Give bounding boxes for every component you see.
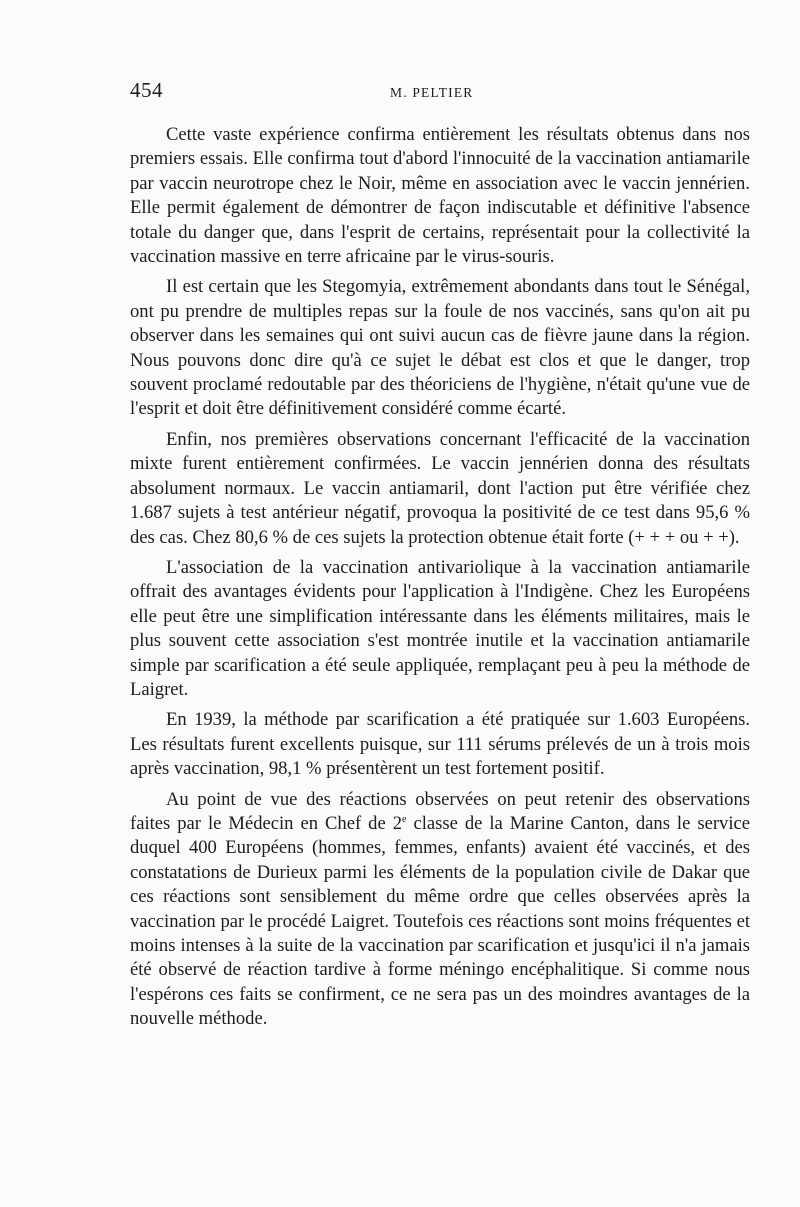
paragraph-1: Cette vaste expérience confirma entièrement les résultats obtenus dans nos premiers essais. Elle confirma tout d'abord l'innocuité de la vaccination antiamarile par vaccin neurotrope chez le Noir, même en association avec le vaccin jennérien. Elle permit également de démontrer de façon indiscutable et définitive l'absence totale du danger que, dans l'esprit de certains, représentait pour la collectivité la vaccination massive en terre africaine par le virus-souris. <box>130 124 750 268</box>
paragraph-6-end: classe de la Marine Canton, dans le service duquel 400 Européens (hommes, femmes, enfants) avaient été vaccinés, et des constatations de Durieux parmi les éléments de la population civile de Dakar que ces réactions sont sensiblement du même ordre que celles observées après la vaccination par le procédé Laigret. Toutefois ces réactions sont moins fréquentes et moins intenses à la suite de la vaccination par scarification et jusqu'ici il n'a jamais été observé de réaction tardive à forme méningo encéphalitique. Si comme nous l'espérons ces faits se confirment, ce ne sera pas un des moindres avantages de la nouvelle méthode. <box>130 812 750 1030</box>
paragraph-6-start: Au point de vue des réactions observées on peut retenir des observations faites par le Médecin en Chef de 2 <box>130 788 750 834</box>
paragraph-2: Il est certain que les Stegomyia, extrêmement abondants dans tout le Sénégal, ont pu prendre de multiples repas sur la foule de nos vaccinés, sans qu'on ait pu observer dans les semaines qui ont suivi aucun cas de fièvre jaune dans la région. Nous pouvons donc dire qu'à ce sujet le débat est clos et que le danger, trop souvent proclamé redoutable par des théoriciens de l'hygiène, n'était qu'une vue de l'esprit et doit être définitivement considéré comme écarté. <box>130 276 750 420</box>
paragraph-5: En 1939, la méthode par scarification a été pratiquée sur 1.603 Européens. Les résultats furent excellents puisque, sur 111 sérums prélevés de un à trois mois après vaccination, 98,1 % présentèrent un test fortement positif. <box>130 709 750 780</box>
paragraph-6 <box>130 788 750 1032</box>
body-text <box>130 123 750 1038</box>
page-number: 454 <box>130 78 163 102</box>
ordinal-superscript: e <box>402 813 407 825</box>
paragraph-3: Enfin, nos premières observations concernant l'efficacité de la vaccination mixte furent entièrement confirmées. Le vaccin jennérien donna des résultats absolument normaux. Le vaccin antiamaril, dont l'action put être vérifiée chez 1.687 sujets à test antérieur négatif, provoqua la positivité de ce test dans 95,6 % des cas. Chez 80,6 % de ces sujets la protection obtenue était forte (+ + + ou + +). <box>130 428 750 548</box>
page-header <box>130 78 750 108</box>
running-head: M. PELTIER <box>390 85 474 100</box>
paragraph-4: L'association de la vaccination antivariolique à la vaccination antiamarile offrait des avantages évidents pour l'application à l'Indigène. Chez les Européens elle peut être une simplification intéressante dans les éléments militaires, mais le plus souvent cette association s'est montrée inutile et la vaccination antiamarile simple par scarification a été seule appliquée, remplaçant peu à peu la méthode de Laigret. <box>130 556 750 700</box>
